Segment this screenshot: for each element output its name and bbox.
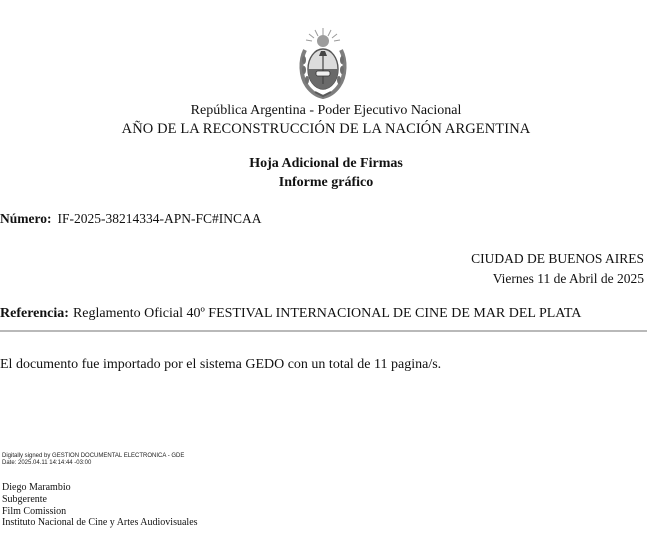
argentina-coat-of-arms-icon — [297, 26, 349, 100]
place-city: CIUDAD DE BUENOS AIRES — [471, 251, 644, 266]
reference-value: Reglamento Oficial 40º FESTIVAL INTERNACIONAL DE CINE DE MAR DEL PLATA — [72, 306, 582, 321]
digital-signature-date: Date: 2025.04.11 14:14:44 -03:00 — [2, 460, 92, 466]
document-number-label: Número: — [0, 211, 52, 226]
header-year-motto: AÑO DE LA RECONSTRUCCIÓN DE LA NACIÓN ARGENTINA — [121, 121, 531, 137]
document-title: Hoja Adicional de Firmas — [249, 156, 403, 171]
document-date: Viernes 11 de Abril de 2025 — [492, 271, 644, 286]
body-text: El documento fue importado por el sistema GEDO con un total de 11 pagina/s. — [0, 357, 442, 372]
document-number-value: IF-2025-38214334-APN-FC#INCAA — [57, 211, 262, 226]
signer-position: Subgerente — [2, 494, 47, 505]
header-republic-line: República Argentina - Poder Ejecutivo Nacional — [190, 103, 462, 118]
document-number-row — [0, 211, 262, 227]
reference-row — [0, 306, 581, 322]
document-subtitle: Informe gráfico — [278, 175, 374, 190]
digital-signature-line: Digitally signed by GESTION DOCUMENTAL ELECTRONICA - GDE — [2, 453, 185, 459]
signer-organization: Instituto Nacional de Cine y Artes Audiovisuales — [2, 517, 198, 528]
reference-label: Referencia: — [0, 306, 69, 321]
signer-name: Diego Marambio — [2, 482, 71, 493]
horizontal-divider — [0, 330, 647, 332]
signer-department: Film Comission — [2, 506, 67, 517]
